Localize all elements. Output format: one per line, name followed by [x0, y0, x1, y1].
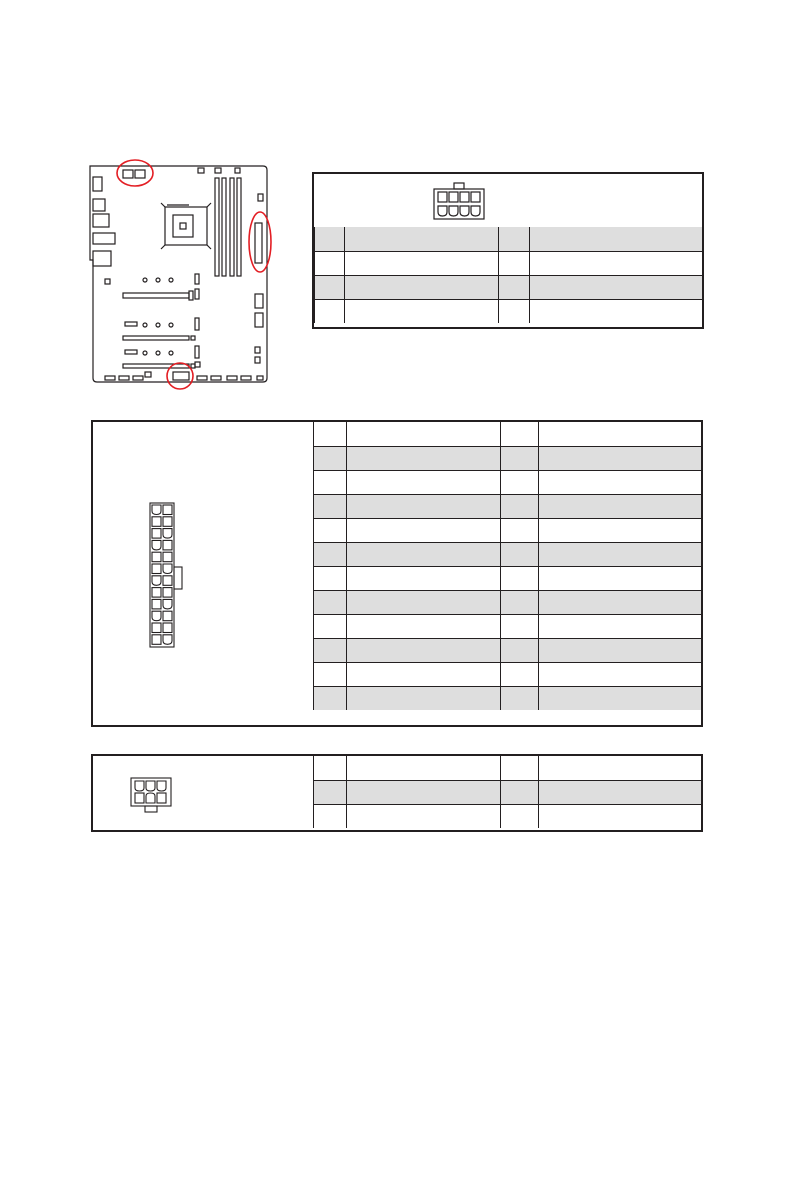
connector-pin [163, 564, 172, 574]
connector-pin [152, 599, 161, 609]
connector-8pin-icon [432, 180, 486, 220]
connector-pin [163, 517, 172, 527]
connector-pin [163, 540, 172, 550]
table-row [314, 662, 702, 686]
connector-pin [163, 635, 172, 645]
connector-pin [152, 635, 161, 645]
table-row [315, 275, 703, 299]
table-row [314, 470, 702, 494]
connector-pin [163, 599, 172, 609]
cpu-power-8pin-table [314, 227, 702, 323]
connector-pin [152, 588, 161, 598]
table-row [314, 422, 702, 446]
table-row [314, 542, 702, 566]
table-row [314, 686, 702, 710]
connector-pin [163, 552, 172, 562]
connector-pin [152, 611, 161, 621]
table-row [314, 446, 702, 470]
table-row [314, 518, 702, 542]
pcie-power-6pin-table [313, 756, 701, 828]
table-row [314, 638, 702, 662]
atx-power-24pin-panel [91, 420, 703, 727]
connector-pin [163, 505, 172, 515]
table-row [314, 566, 702, 590]
connector-pin [152, 552, 161, 562]
connector-pin [163, 529, 172, 539]
connector-pin [152, 540, 161, 550]
table-row [314, 494, 702, 518]
table-row [314, 590, 702, 614]
table-row [314, 804, 702, 828]
connector-pin [152, 564, 161, 574]
connector-pin [152, 517, 161, 527]
table-row [314, 756, 702, 780]
connector-24pin-icon [148, 501, 188, 651]
connector-6pin-icon [129, 776, 175, 816]
cpu-power-8pin-panel [312, 172, 704, 329]
motherboard-diagram [85, 150, 280, 395]
connector-pin [163, 623, 172, 633]
pcie-power-6pin-panel [91, 754, 703, 832]
table-row [315, 299, 703, 323]
table-row [314, 614, 702, 638]
connector-pin [163, 576, 172, 586]
atx-power-24pin-table [313, 422, 701, 710]
table-row [315, 251, 703, 275]
connector-pin [152, 505, 161, 515]
connector-pin [152, 529, 161, 539]
table-row [314, 780, 702, 804]
connector-pin [163, 588, 172, 598]
connector-pin [152, 623, 161, 633]
connector-pin [163, 611, 172, 621]
table-row [315, 227, 703, 251]
connector-pin [152, 576, 161, 586]
